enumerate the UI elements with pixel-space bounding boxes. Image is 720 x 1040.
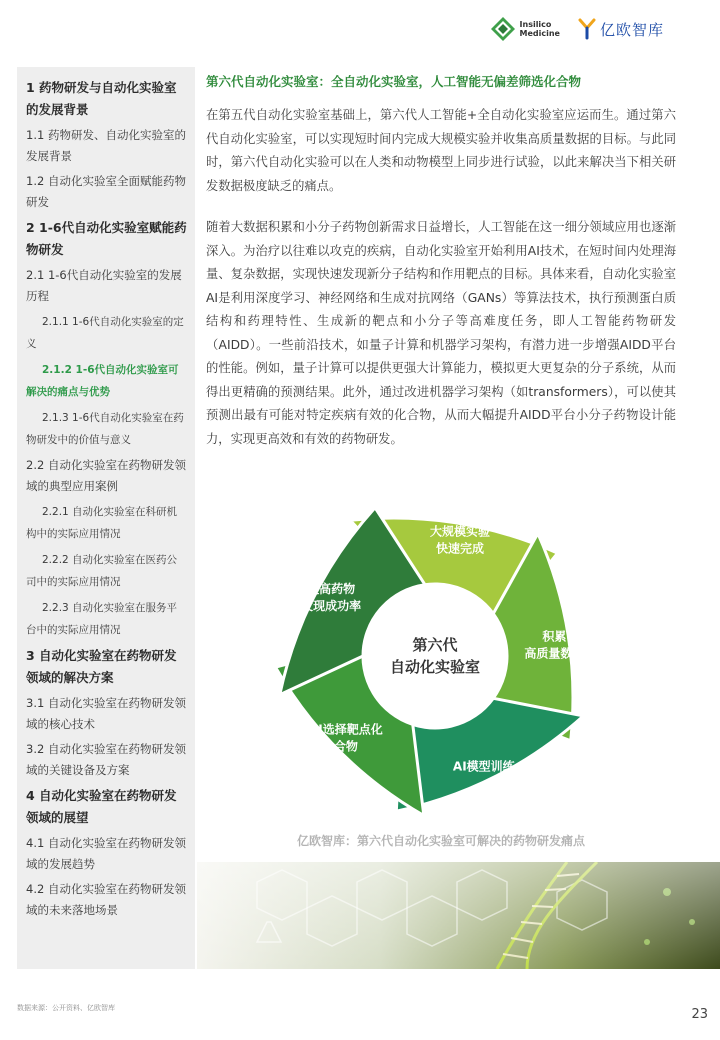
toc-item[interactable]: 2.2.3 自动化实验室在服务平台中的实际应用情况 [26, 602, 178, 636]
toc-item[interactable]: 2.1.1 1-6代自动化实验室的定义 [26, 316, 184, 350]
yiou-logo [578, 18, 664, 40]
toc-item[interactable]: 4.1 自动化实验室在药物研发领域的发展趋势 [26, 836, 186, 871]
data-source-note: 数据来源：公开资料、亿欧智库 [17, 1004, 115, 1012]
toc-item[interactable]: 2.1 1-6代自动化实验室的发展历程 [26, 268, 182, 303]
main-content [206, 72, 676, 469]
toc-sidebar [17, 67, 195, 969]
toc-item[interactable]: 1.2 自动化实验室全面赋能药物研发 [26, 174, 186, 209]
segment-label-line1: AI选择靶点化 [308, 722, 383, 737]
toc-item[interactable]: 1 药物研发与自动化实验室的发展背景 [26, 80, 177, 117]
toc-item[interactable]: 2.1.2 1-6代自动化实验室可解决的痛点与优势 [26, 364, 179, 398]
yiou-brand-text: 亿欧智库 [599, 20, 664, 39]
toc-item[interactable]: 4.2 自动化实验室在药物研发领域的未来落地场景 [26, 882, 186, 917]
segment-label-line1: 积累 [542, 629, 567, 644]
center-label-line1: 第六代 [412, 636, 458, 654]
cycle-center [369, 590, 501, 722]
figure-caption: 亿欧智库：第六代自动化实验室可解决的药物研发痛点 [296, 834, 585, 848]
dna-banner-image [197, 862, 720, 969]
page-number: 23 [691, 1007, 708, 1022]
toc-item[interactable]: 2.2.1 自动化实验室在科研机构中的实际应用情况 [26, 506, 178, 540]
toc-item[interactable]: 2.2.2 自动化实验室在医药公司中的实际应用情况 [26, 554, 178, 588]
insilico-diamond-icon [490, 16, 516, 42]
segment-label-line2: 高质量数据 [524, 646, 585, 661]
segment-label-line1: 大规模实验 [429, 524, 490, 539]
segment-label-line2: 快速完成 [435, 541, 484, 556]
segment-label-line1: 提高药物 [307, 582, 356, 596]
toc-item[interactable]: 2.2 自动化实验室在药物研发领域的典型应用案例 [26, 458, 186, 493]
toc-item[interactable]: 2 1-6代自动化实验室赋能药物研发 [26, 220, 187, 257]
toc-item[interactable]: 3 自动化实验室在药物研发领域的解决方案 [26, 648, 177, 685]
toc-item[interactable]: 4 自动化实验室在药物研发领域的展望 [26, 788, 177, 825]
yiou-mark-icon [578, 18, 596, 40]
paragraph-1: 在第五代自动化实验室基础上，第六代人工智能+全自动化实验室应运而生。通过第六代自动化实验室，可以实现短时间内完成大规模实验并收集高质量数据的目标。与此同时，第六代自动化实验可以在人类和动物模型上同步进行试验，以此来解决当下相关研发数据极度缺乏的痛点。 [206, 108, 676, 193]
insilico-logo [490, 16, 560, 42]
insilico-line2: Medicine [519, 29, 560, 38]
toc-item[interactable]: 1.1 药物研发、自动化实验室的发展背景 [26, 128, 186, 163]
segment-label-line2: 合物 [333, 739, 358, 754]
segment-label-line1: AI模型训练 [452, 759, 515, 774]
toc-item[interactable]: 3.2 自动化实验室在药物研发领域的关键设备及方案 [26, 742, 186, 777]
center-label-line2: 自动化实验室 [389, 658, 481, 676]
paragraph-2: 随着大数据积累和小分子药物创新需求日益增长，人工智能在这一细分领域应用也逐渐深入。为治疗以往难以攻克的疾病，自动化实验室开始利用AI技术，在短时间内处理海量、复杂数据，实现快速发现新分子结构和作用靶点的目标。具体来看，自动化实验室AI是利用深度学习、神经网络和生成对抗网络（GANs）等算法技术，执行预测蛋白质结构和药理特性、生成新的靶点和小分子等高难度任务，即人工智能药物研发（AIDD）。一些前沿技术，如量子计算和机器学习架构，有潜力进一步增强AIDD平台的性能。例如，量子计算可以提供更强大计算能力，模拟更大更复杂的分子系统，从而得出更精确的预测结果。此外，通过改进机器学习架构（如transformers），可以使其预测出最有可能对特定疾病有效的化合物，从而大幅提升AIDD平台小分子药物设计能力，实现更高效和有效的药物研发。 [206, 220, 676, 446]
segment-label-line2: 发现成功率 [301, 599, 362, 613]
section-title: 第六代自动化实验室：全自动化实验室，人工智能无偏差筛选化合物 [206, 74, 582, 89]
insilico-line1: Insilico [519, 20, 552, 29]
header-logos [490, 16, 664, 42]
toc-item[interactable]: 2.1.3 1-6代自动化实验室在药物研发中的价值与意义 [26, 412, 184, 446]
cycle-diagram [255, 496, 615, 818]
toc-item[interactable]: 3.1 自动化实验室在药物研发领域的核心技术 [26, 696, 186, 731]
